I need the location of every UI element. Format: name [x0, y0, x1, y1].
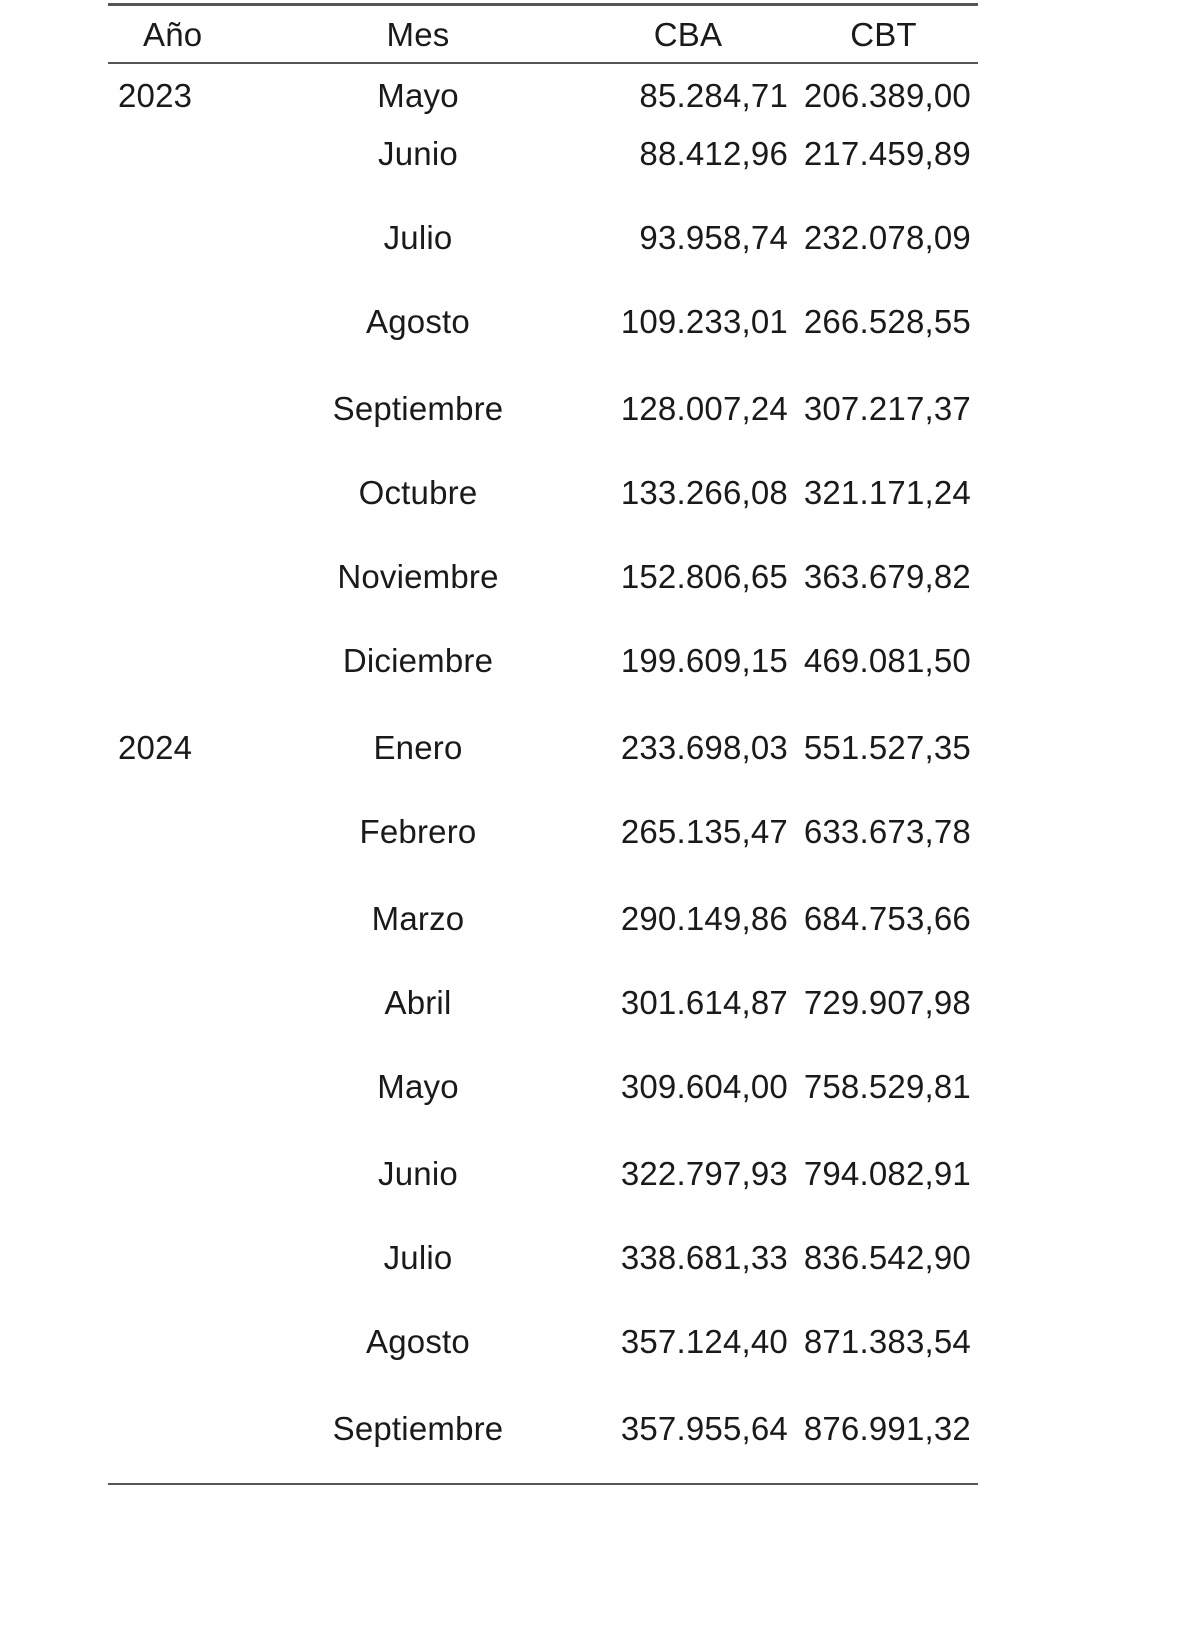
cbt-cell: 551.527,35: [803, 729, 971, 766]
cba-cell: 199.609,15: [620, 642, 788, 679]
cba-cell: 357.124,40: [620, 1323, 788, 1360]
data-table: [108, 3, 978, 1485]
month-cell: Junio: [378, 1155, 458, 1192]
cbt-cell: 307.217,37: [803, 390, 971, 427]
month-cell: Diciembre: [342, 642, 494, 679]
cbt-cell: 794.082,91: [803, 1155, 971, 1192]
cbt-cell: 266.528,55: [803, 303, 971, 340]
cba-cell: 357.955,64: [620, 1410, 788, 1447]
month-cell: Septiembre: [332, 390, 504, 427]
bottom-rule: [108, 1483, 978, 1485]
year-cell: 2023: [118, 77, 193, 114]
table-row: [108, 718, 978, 802]
cbt-cell: 469.081,50: [803, 642, 971, 679]
month-cell: Enero: [373, 729, 463, 766]
table-row: [108, 208, 978, 292]
cbt-cell: 758.529,81: [803, 1068, 971, 1105]
table-row: [108, 64, 978, 124]
table-row: [108, 1228, 978, 1312]
month-cell: Julio: [383, 219, 453, 256]
header-cbt: CBT: [850, 16, 917, 53]
table-row: [108, 292, 978, 379]
month-cell: Octubre: [358, 474, 478, 511]
month-cell: Noviembre: [337, 558, 499, 595]
month-cell: Marzo: [371, 900, 465, 937]
cba-cell: 93.958,74: [639, 219, 788, 256]
year-cell: 2024: [118, 729, 193, 766]
cba-cell: 88.412,96: [639, 135, 788, 172]
cba-cell: 152.806,65: [620, 558, 788, 595]
month-cell: Agosto: [366, 1323, 470, 1360]
header-month: Mes: [386, 16, 450, 53]
cbt-cell: 206.389,00: [803, 77, 971, 114]
month-cell: Septiembre: [332, 1410, 504, 1447]
cbt-cell: 729.907,98: [803, 984, 971, 1021]
cba-cell: 85.284,71: [639, 77, 788, 114]
table-row: [108, 547, 978, 631]
table-row: [108, 631, 978, 718]
cbt-cell: 633.673,78: [803, 813, 971, 850]
cba-cell: 128.007,24: [620, 390, 788, 427]
table-row: [108, 802, 978, 889]
header-year: Año: [143, 16, 203, 53]
cbt-cell: 321.171,24: [803, 474, 971, 511]
month-cell: Junio: [378, 135, 458, 172]
month-cell: Agosto: [366, 303, 470, 340]
month-cell: Abril: [384, 984, 452, 1021]
month-cell: Julio: [383, 1239, 453, 1276]
cbt-cell: 871.383,54: [803, 1323, 971, 1360]
table-header-row: [108, 6, 978, 62]
cbt-cell: 363.679,82: [803, 558, 971, 595]
table-row: [108, 1144, 978, 1228]
cbt-cell: 232.078,09: [803, 219, 971, 256]
cba-cell: 309.604,00: [620, 1068, 788, 1105]
table-row: [108, 463, 978, 547]
table-row: [108, 889, 978, 973]
cbt-cell: 836.542,90: [803, 1239, 971, 1276]
table-row: [108, 379, 978, 463]
table-body: [108, 64, 978, 1483]
cba-cell: 301.614,87: [620, 984, 788, 1021]
cbt-cell: 217.459,89: [803, 135, 971, 172]
table-row: [108, 973, 978, 1057]
cba-cell: 265.135,47: [620, 813, 788, 850]
cba-cell: 133.266,08: [620, 474, 788, 511]
month-cell: Febrero: [359, 813, 477, 850]
cbt-cell: 684.753,66: [803, 900, 971, 937]
table-row: [108, 1312, 978, 1399]
cba-cell: 322.797,93: [620, 1155, 788, 1192]
table-row: [108, 124, 978, 208]
month-cell: Mayo: [377, 1068, 459, 1105]
cbt-cell: 876.991,32: [803, 1410, 971, 1447]
cba-cell: 290.149,86: [620, 900, 788, 937]
cba-cell: 233.698,03: [620, 729, 788, 766]
table-row: [108, 1057, 978, 1144]
cba-cell: 338.681,33: [620, 1239, 788, 1276]
table-row: [108, 1399, 978, 1483]
month-cell: Mayo: [377, 77, 459, 114]
header-cba: CBA: [653, 16, 723, 53]
cba-cell: 109.233,01: [620, 303, 788, 340]
